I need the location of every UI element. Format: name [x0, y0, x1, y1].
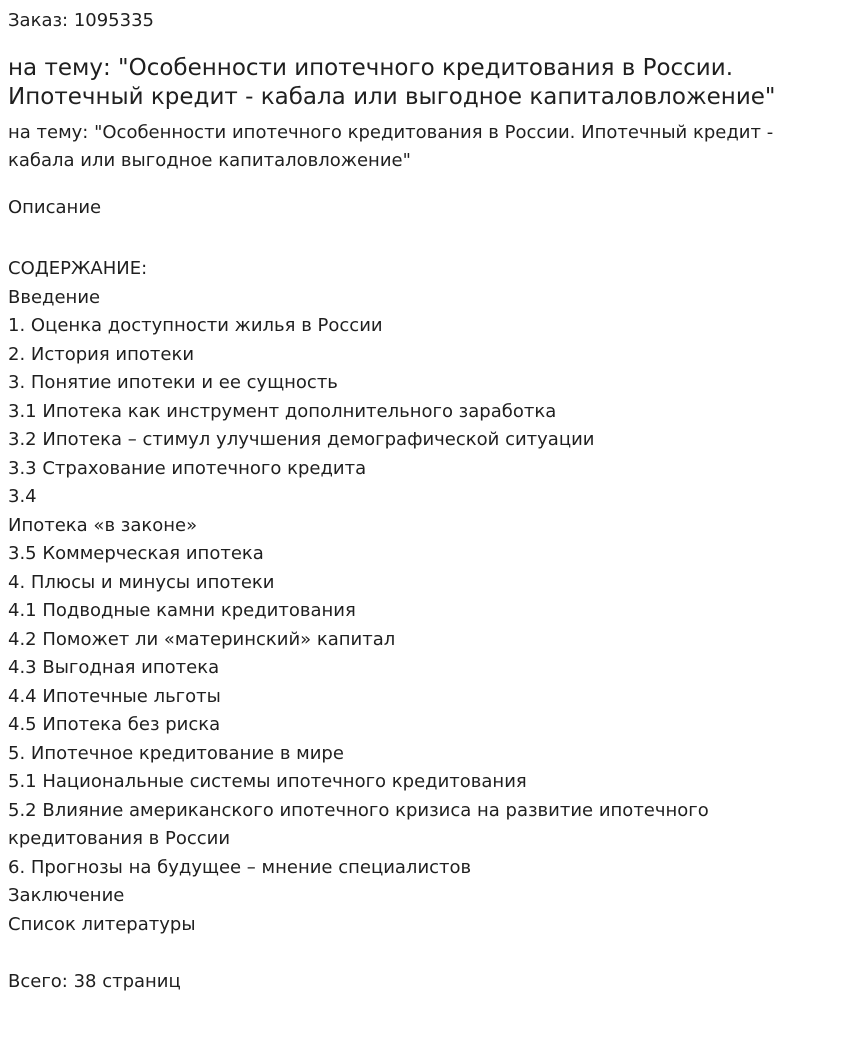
toc-heading: СОДЕРЖАНИЕ:: [8, 258, 148, 279]
toc-item: 3.4: [8, 486, 37, 507]
toc-item: Ипотека «в законе»: [8, 514, 198, 536]
order-number: Заказ: 1095335: [8, 10, 154, 31]
toc-item: 5.1 Национальные системы ипотечного кредитования: [8, 771, 527, 792]
toc-item: 6. Прогнозы на будущее – мнение специалистов: [8, 856, 472, 878]
total-pages: Всего: 38 страниц: [8, 971, 181, 992]
toc-item: 3.5 Коммерческая ипотека: [8, 543, 264, 564]
toc-item: 4.3 Выгодная ипотека: [8, 657, 220, 678]
toc-item: 3.1 Ипотека как инструмент дополнительного заработка: [8, 400, 557, 422]
toc-item: 4.4 Ипотечные льготы: [8, 685, 221, 707]
toc-item: 1. Оценка доступности жилья в России: [8, 315, 383, 336]
toc-item: 4.5 Ипотека без риска: [8, 714, 221, 735]
toc-item: Введение: [8, 286, 101, 308]
toc-item: 4.2 Поможет ли «материнский» капитал: [8, 628, 396, 650]
toc-item: 3. Понятие ипотеки и ее сущность: [8, 372, 338, 393]
toc-item: 3.2 Ипотека – стимул улучшения демографической ситуации: [8, 429, 595, 450]
page-subtitle: на тему: "Особенности ипотечного кредитования в России. Ипотечный кредит - кабала или выгодное капиталовложение": [8, 122, 774, 171]
toc-item: 4. Плюсы и минусы ипотеки: [8, 571, 275, 593]
toc-item: 2. История ипотеки: [8, 343, 195, 365]
toc-item: Список литературы: [8, 913, 196, 935]
toc-item: 5. Ипотечное кредитование в мире: [8, 742, 344, 764]
toc-item: 4.1 Подводные камни кредитования: [8, 600, 356, 621]
toc-item: 3.3 Страхование ипотечного кредита: [8, 457, 367, 479]
toc-item: 5.2 Влияние американского ипотечного кризиса на развитие ипотечного кредитования в России: [8, 799, 709, 849]
description-heading: Описание: [8, 197, 102, 218]
toc-item: Заключение: [8, 885, 125, 906]
page-title: на тему: "Особенности ипотечного кредитования в России. Ипотечный кредит - кабала или выгодное капиталовложение": [8, 55, 776, 110]
table-of-contents: [8, 255, 839, 939]
